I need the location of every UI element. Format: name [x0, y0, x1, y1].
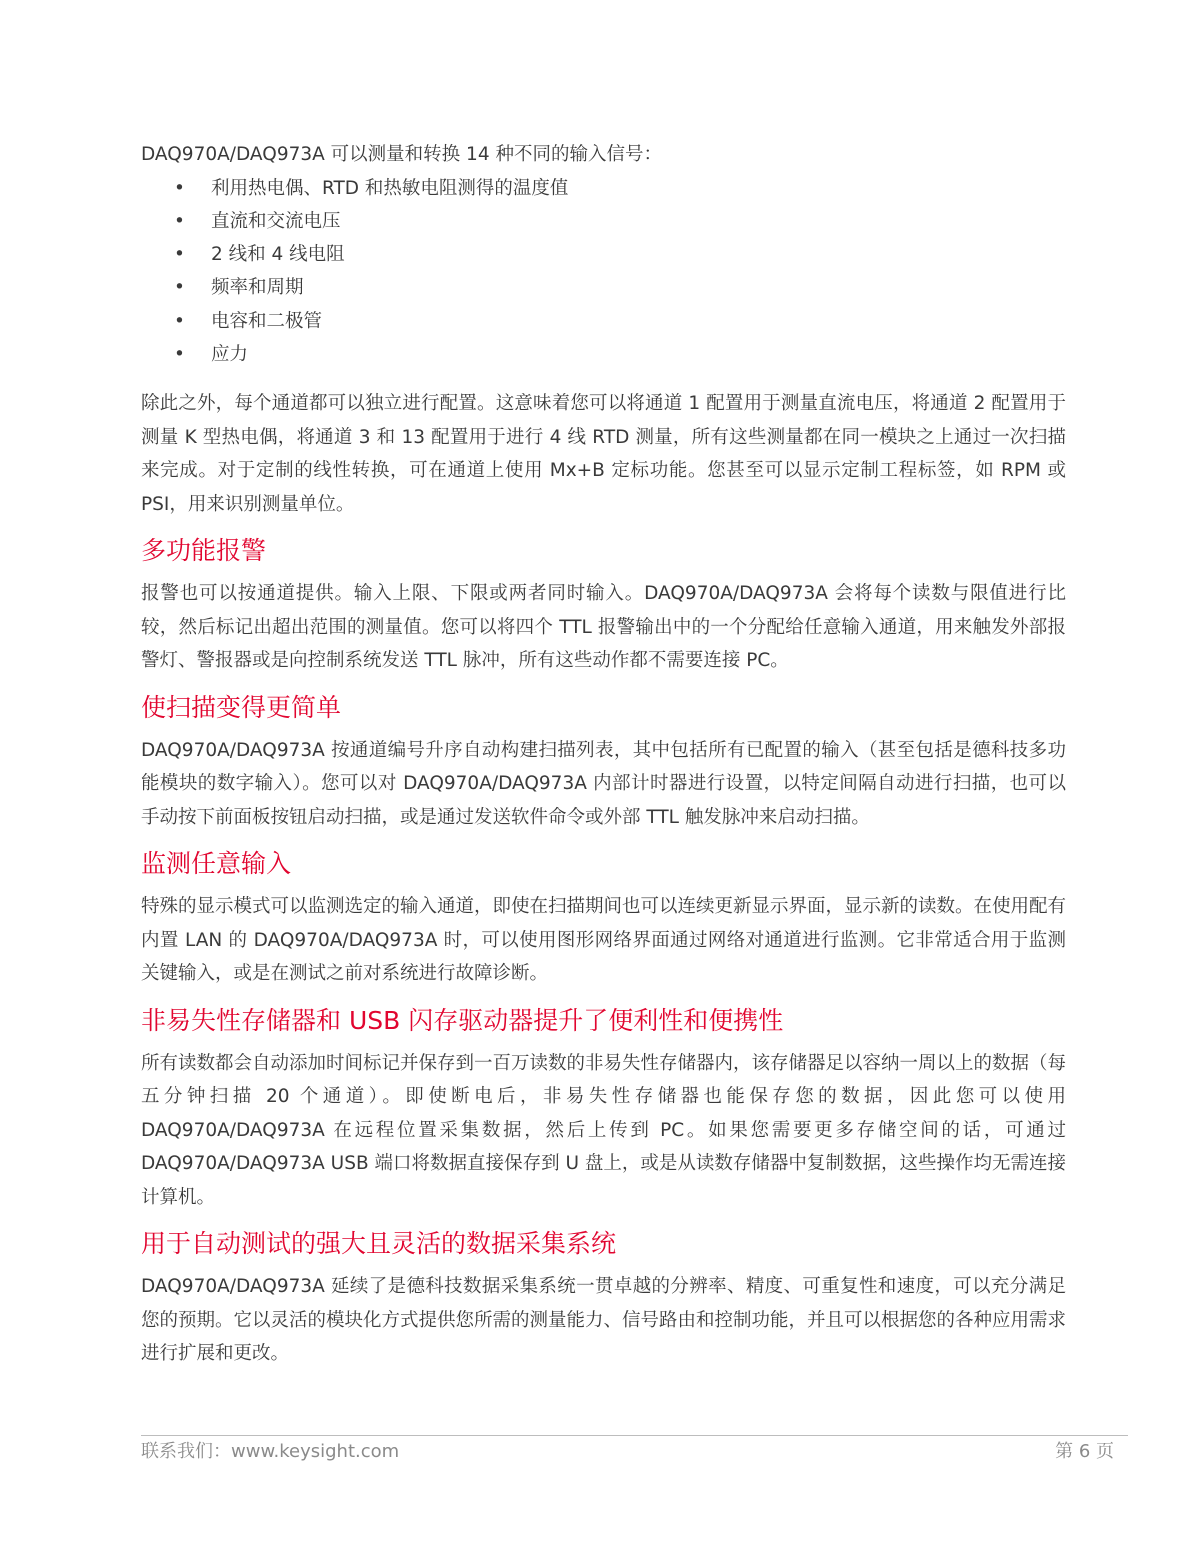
signal-type-list: [141, 172, 1066, 372]
bullet-icon: •: [174, 277, 185, 299]
channel-config-paragraph: 除此之外，每个通道都可以独立进行配置。这意味着您可以将通道 1 配置用于测量直流电压，将通道 2 配置用于测量 K 型热电偶，将通道 3 和 13 配置用于进行 4 线 RTD 测量，所有这些测量都在同一模块之上通过一次扫描来完成。对于定制的线性转换，可在通道上使用 Mx+B 定标功能。您甚至可以显示定制工程标签，如 RPM 或 PSI，用来识别测量单位。: [141, 393, 1066, 515]
bullet-icon: •: [174, 310, 185, 332]
section-heading-scanning: 使扫描变得更简单: [141, 692, 342, 722]
section-heading-monitoring: 监测任意输入: [141, 849, 292, 879]
list-item: [141, 338, 1066, 371]
list-item-text: 电容和二极管: [211, 310, 323, 332]
bullet-icon: •: [174, 177, 185, 199]
section-heading-alarms: 多功能报警: [141, 536, 267, 566]
section-heading-storage: 非易失性存储器和 USB 闪存驱动器提升了便利性和便携性: [141, 1005, 784, 1035]
intro-text: DAQ970A/DAQ973A 可以测量和转换 14 种不同的输入信号：: [141, 144, 662, 165]
list-item: [141, 205, 1066, 238]
list-item-text: 频率和周期: [211, 277, 304, 299]
page-number: 第 6 页: [1055, 1441, 1114, 1462]
list-item-text: 应力: [211, 343, 249, 365]
list-item-text: 直流和交流电压: [211, 210, 341, 232]
list-item: [141, 271, 1066, 304]
section-body-daq-system: DAQ970A/DAQ973A 延续了是德科技数据采集系统一贯卓越的分辨率、精度、可重复性和速度，可以充分满足您的预期。它以灵活的模块化方式提供您所需的测量能力、信号路由和控制功能，并且可以根据您的各种应用需求进行扩展和更改。: [141, 1276, 1067, 1365]
section-body-alarms: 报警也可以按通道提供。输入上限、下限或两者同时输入。DAQ970A/DAQ973A 会将每个读数与限值进行比较，然后标记出超出范围的测量值。您可以将四个 TTL 报警输出中的一个分配给任意输入通道，用来触发外部报警灯、警报器或是向控制系统发送 TTL 脉冲，所有这些动作都不需要连接 PC。: [141, 583, 1066, 672]
section-body-storage: 所有读数都会自动添加时间标记并保存到一百万读数的非易失性存储器内，该存储器足以容纳一周以上的数据（每五分钟扫描 20 个通道）。即使断电后，非易失性存储器也能保存您的数据，因此您可以使用 DAQ970A/DAQ973A 在远程位置采集数据，然后上传到 PC。如果您需要更多存储空间的话，可通过 DAQ970A/DAQ973A USB 端口将数据直接保存到 U 盘上，或是从读数存储器中复制数据，这些操作均无需连接计算机。: [141, 1052, 1067, 1208]
list-item-text: 2 线和 4 线电阻: [211, 244, 345, 266]
bullet-icon: •: [174, 244, 185, 266]
bullet-icon: •: [174, 210, 185, 232]
bullet-icon: •: [174, 343, 185, 365]
page-content: [141, 138, 1066, 1371]
list-item: [141, 172, 1066, 205]
footer-divider: [141, 1435, 1128, 1436]
list-item: [141, 238, 1066, 271]
section-body-scanning: DAQ970A/DAQ973A 按通道编号升序自动构建扫描列表，其中包括所有已配置的输入（甚至包括是德科技多功能模块的数字输入）。您可以对 DAQ970A/DAQ973A 内部计时器进行设置，以特定间隔自动进行扫描，也可以手动按下前面板按钮启动扫描，或是通过发送软件命令或外部 TTL 触发脉冲来启动扫描。: [141, 739, 1066, 828]
section-heading-daq-system: 用于自动测试的强大且灵活的数据采集系统: [141, 1229, 617, 1259]
section-body-monitoring: 特殊的显示模式可以监测选定的输入通道，即使在扫描期间也可以连续更新显示界面，显示新的读数。在使用配有内置 LAN 的 DAQ970A/DAQ973A 时，可以使用图形网络界面通过网络对通道进行监测。它非常适合用于监测关键输入，或是在测试之前对系统进行故障诊断。: [141, 896, 1067, 985]
footer-contact-link[interactable]: 联系我们：www.keysight.com: [141, 1441, 400, 1462]
list-item-text: 利用热电偶、RTD 和热敏电阻测得的温度值: [211, 177, 569, 199]
list-item: [141, 305, 1066, 338]
